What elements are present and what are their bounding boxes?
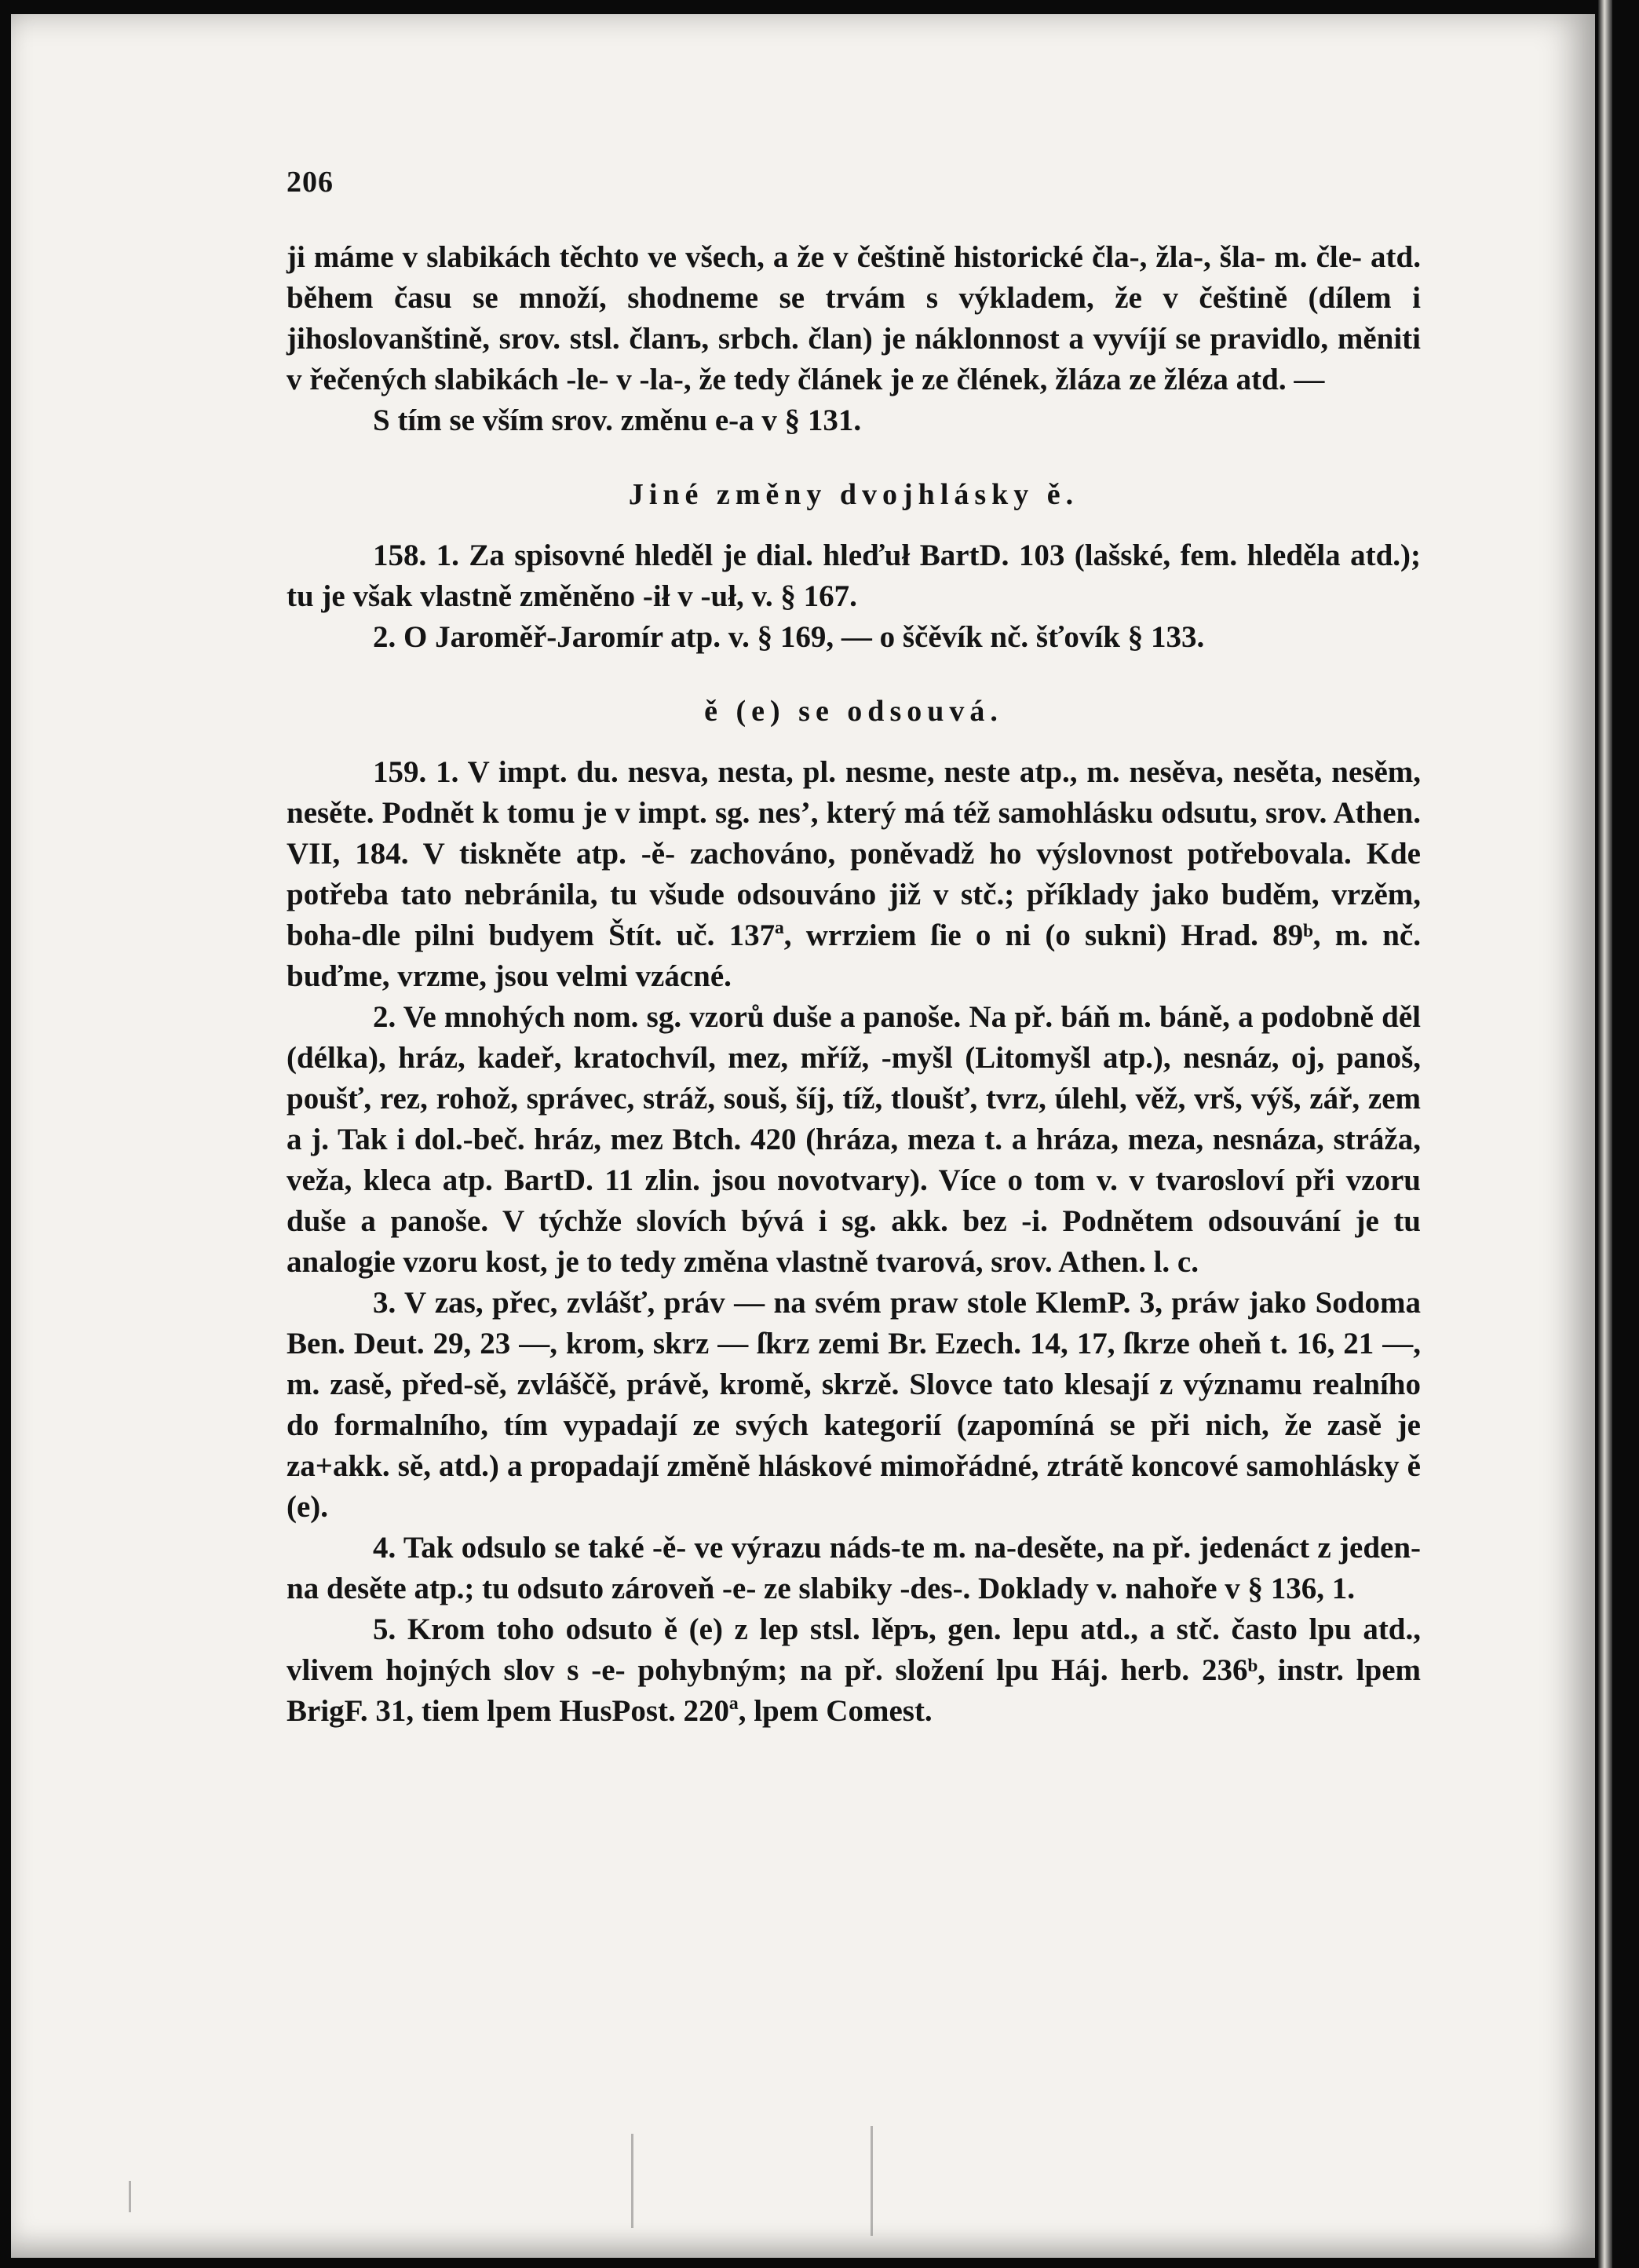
paragraph: 5. Krom toho odsuto ě (e) z lep stsl. lěpъ, gen. lepu atd., a stč. často lpu atd., vlivem hojných slov s -e- pohybným; na př. složení lpu Háj. herb. 236ᵇ, instr. lpem BrigF. 31, tiem lpem HusPost. 220ª, lpem Comest. bbox=[287, 1612, 1421, 1728]
paragraph: ji máme v slabikách těchto ve všech, a že v češtině historické čla-, žla-, šla- m. čle- atd. během času se množí, shodneme se trvám s výkladem, že v češtině (dílem i jihoslovanštině, srov. stsl. članъ, srbch. člаn) je náklonnost a vyvíjí se pravidlo, měniti v řečených slabikách -le- v -la-, že tedy článek je ze člének, žláza ze žléza atd. — bbox=[287, 240, 1421, 396]
paragraph: S tím se vším srov. změnu e-a v § 131. bbox=[373, 404, 862, 437]
paragraph: 4. Tak odsulo se také -ě- ve výrazu náds-te m. na-desěte, na př. jedenáct z jeden-na desěte atp.; tu odsuto zároveň -e- ze slabiky -des-. Doklady v. nahoře v § 136, 1. bbox=[287, 1531, 1421, 1605]
scan-speck bbox=[871, 2126, 873, 2236]
page-number: 206 bbox=[287, 166, 334, 199]
paragraph: 158. 1. Za spisovné hleděl je dial. hleďuł BartD. 103 (lašské, fem. hleděla atd.); tu je však vlastně změněno -ił v -uł, v. § 167. bbox=[287, 539, 1421, 613]
section-heading: ě (e) se odsouvá. bbox=[704, 695, 1003, 728]
paragraph: 2. O Jaroměř-Jaromír atp. v. § 169, — o ščěvík nč. šťovík § 133. bbox=[373, 620, 1205, 654]
paragraph: 3. V zas, přec, zvlášť, práv — na svém praw stole KlemP. 3, práw jako Sodoma Ben. Deut. 29, 23 —, krom, skrz — ſkrz zemi Br. Ezech. 14, 17, ſkrze oheň t. 16, 21 —, m. zasě, před-sě, zvláščě, právě, kromě, skrzě. Slovce tato klesají z významu realního do formalního, tím vypadají ze svých kategorií (zapomíná se při nich, že zasě je za+akk. sě, atd.) a propadají změně hláskové mimořádné, ztrátě koncové samohlásky ě (e). bbox=[287, 1286, 1421, 1524]
page-text bbox=[287, 165, 1421, 1732]
section-heading: Jiné změny dvojhlásky ě. bbox=[628, 478, 1079, 511]
scan-speck bbox=[631, 2134, 633, 2228]
scan-speck bbox=[129, 2181, 131, 2212]
paragraph: 2. Ve mnohých nom. sg. vzorů duše a panoše. Na př. báň m. báně, a podobně děl (délka), hráz, kadeř, kratochvíl, mez, mříž, -myšl (Litomyšl atp.), nesnáz, oj, panoš, poušť, rez, rohož, správec, stráž, souš, šíj, tíž, tloušť, tvrz, úlehl, věž, vrš, výš, zář, zem a j. Tak i dol.-beč. hráz, mez Btch. 420 (hráza, meza t. a hráza, meza, nesnáza, stráža, veža, kleca atp. BartD. 11 zlin. jsou novotvary). Více o tom v. v tvarosloví při vzoru duše a panoše. V týchže slovích bývá i sg. akk. bez -i. Podnětem odsouvání je tu analogie vzoru kost, je to tedy změna vlastně tvarová, srov. Athen. l. c. bbox=[287, 1000, 1421, 1279]
paragraph: 159. 1. V impt. du. nesva, nesta, pl. nesme, neste atp., m. nesěva, nesěta, nesěm, nesěte. Podnět k tomu je v impt. sg. nes’, který má též samohlásku odsutu, srov. Athen. VII, 184. V tiskněte atp. -ě- zachováno, poněvadž ho výslovnost potřebovala. Kde potřeba tato nebránila, tu všude odsouváno již v stč.; příklady jako buděm, vrzěm, boha-dle pilni budyem Štít. uč. 137ª, wrrziem ſie o ni (o sukni) Hrad. 89ᵇ, m. nč. buďme, vrzme, jsou velmi vzácné. bbox=[287, 755, 1421, 993]
page-edge bbox=[1598, 0, 1612, 2268]
